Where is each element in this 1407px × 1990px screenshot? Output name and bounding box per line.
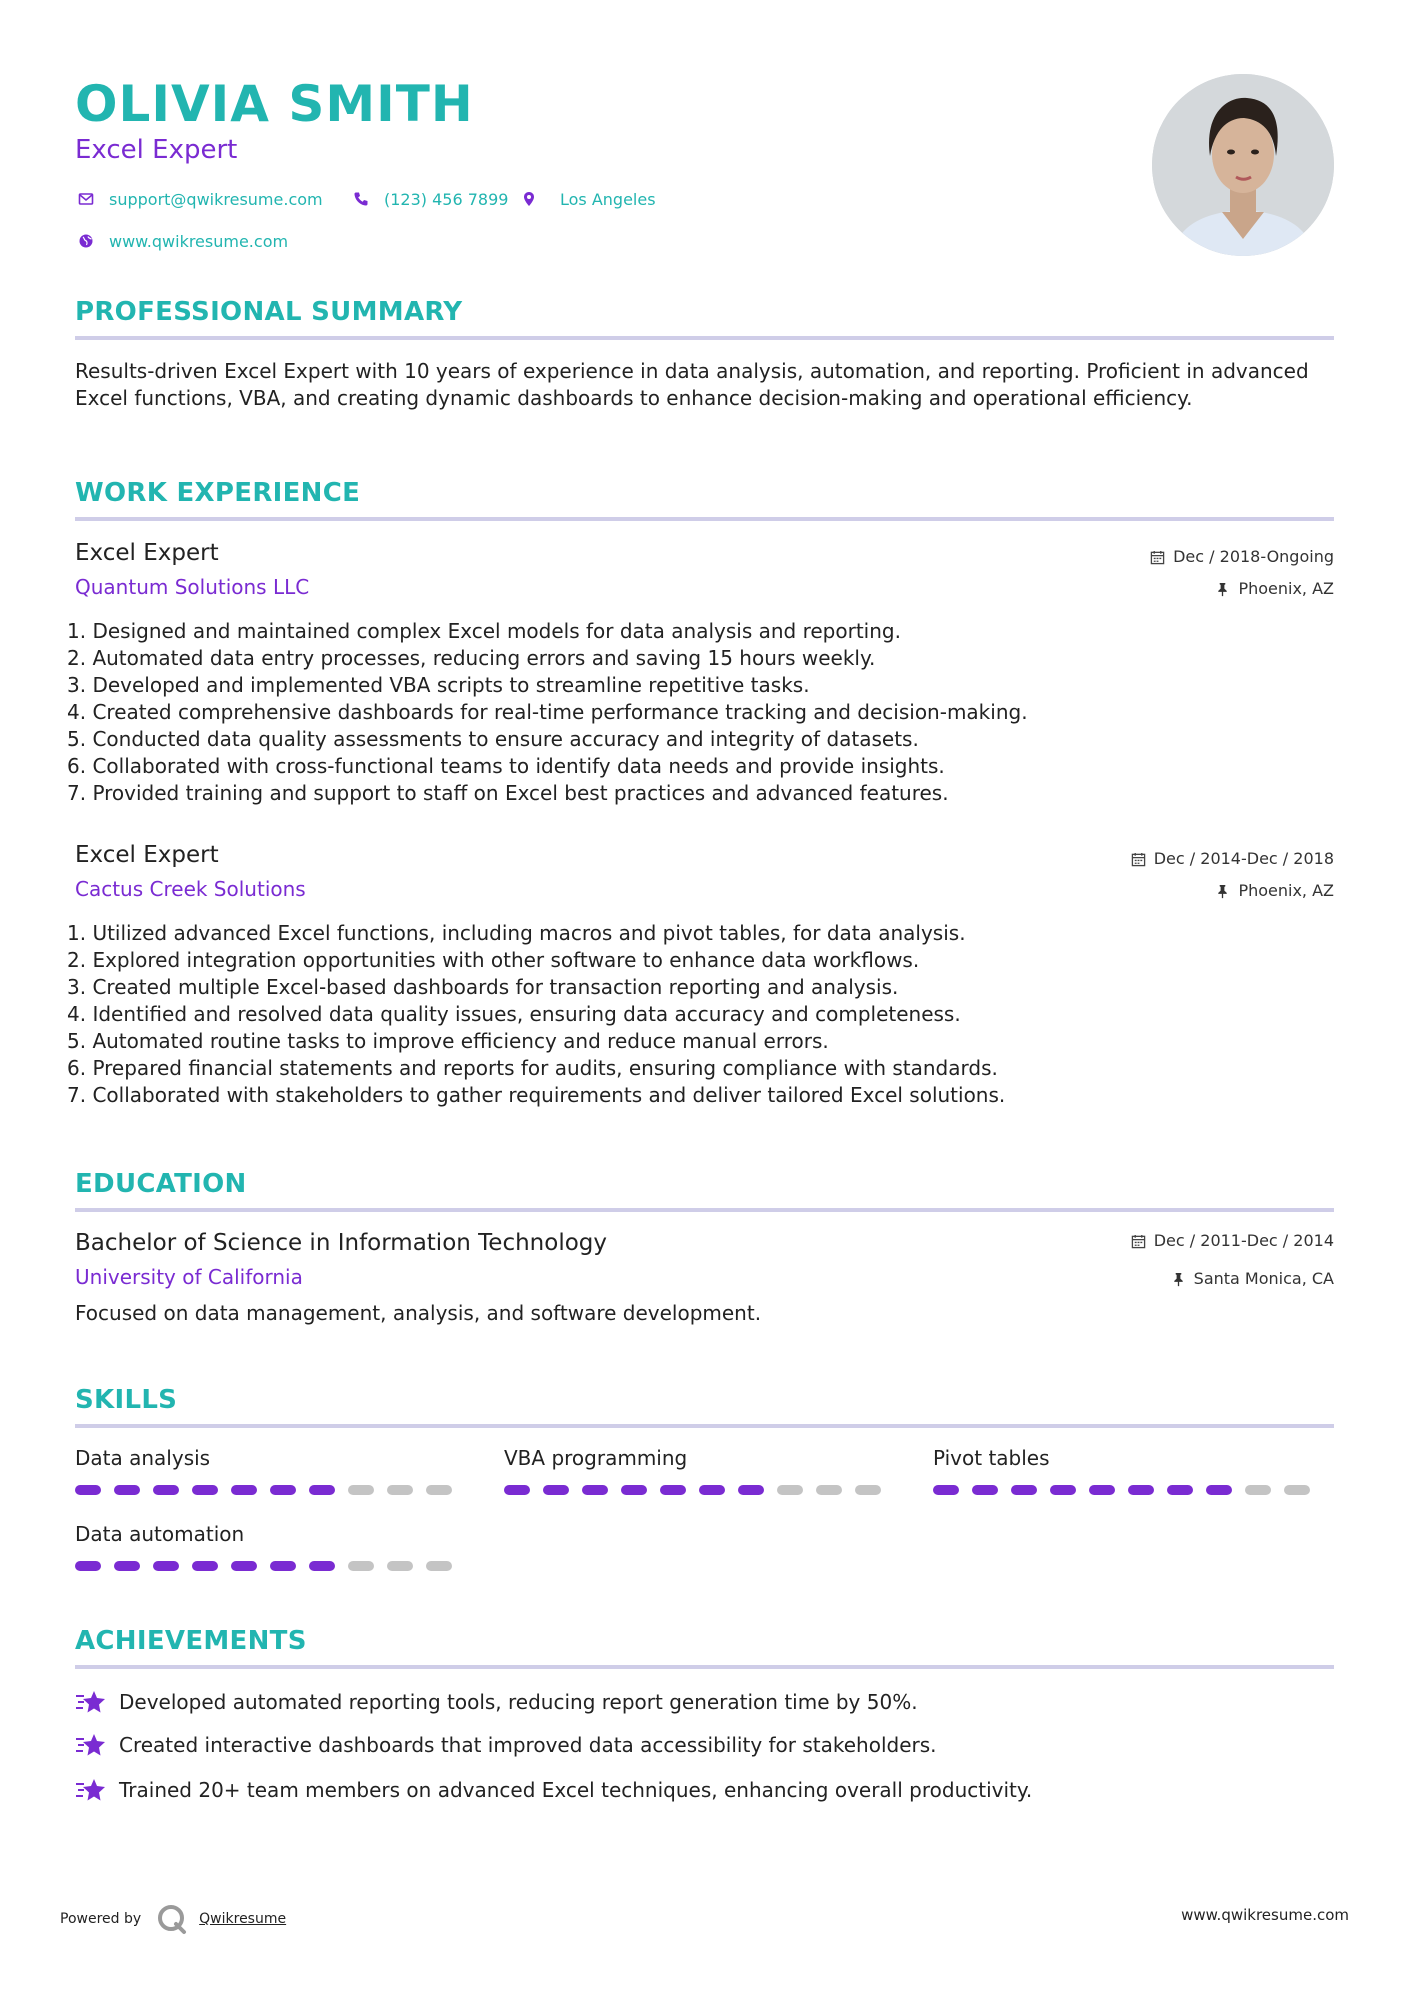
skill-item [933, 1445, 1313, 1472]
achievement-text: Developed automated reporting tools, reducing report generation time by 50%. [119, 1689, 918, 1714]
job-location [1215, 578, 1334, 600]
job-bullets [67, 618, 1028, 807]
skill-rating [75, 1561, 455, 1571]
skill-dot-filled [309, 1485, 335, 1495]
achievements-heading: ACHIEVEMENTS [75, 1626, 307, 1656]
job-location-text: Phoenix, AZ [1238, 881, 1334, 900]
shooting-star-icon [75, 1688, 107, 1716]
section-divider [75, 336, 1334, 340]
skill-dot-filled [270, 1561, 296, 1571]
job-location-text: Phoenix, AZ [1238, 579, 1334, 598]
skill-dot-filled [114, 1485, 140, 1495]
skill-dot-filled [1050, 1485, 1076, 1495]
contact-website[interactable] [75, 230, 288, 252]
education-description: Focused on data management, analysis, and software development. [75, 1301, 762, 1325]
job-date [1150, 546, 1334, 568]
skill-dot-filled [270, 1485, 296, 1495]
profile-photo [1152, 74, 1334, 256]
job-role: Excel Expert [75, 540, 219, 566]
contact-phone-text: (123) 456 7899 [384, 189, 509, 209]
summary-heading: PROFESSIONAL SUMMARY [75, 297, 463, 327]
skill-dot-filled [543, 1485, 569, 1495]
list-item: 1. Utilized advanced Excel functions, including macros and pivot tables, for data analysis. [67, 921, 966, 945]
list-item: 3. Developed and implemented VBA scripts to streamline repetitive tasks. [67, 673, 810, 697]
list-item: 2. Explored integration opportunities with other software to enhance data workflows. [67, 948, 920, 972]
calendar-icon [1131, 852, 1146, 867]
footer-powered-by [60, 1902, 286, 1936]
contact-email-text: support@qwikresume.com [109, 189, 323, 209]
pushpin-icon [1215, 582, 1230, 597]
skill-dot-filled [1128, 1485, 1154, 1495]
section-divider [75, 1665, 1334, 1669]
calendar-icon [1150, 550, 1165, 565]
skill-dot-empty [855, 1485, 881, 1495]
skill-dot-empty [816, 1485, 842, 1495]
skill-rating [504, 1485, 884, 1495]
contact-email[interactable] [75, 188, 323, 210]
job-bullets [67, 920, 1005, 1109]
job-date-text: Dec / 2014-Dec / 2018 [1153, 849, 1334, 868]
job-company: Cactus Creek Solutions [75, 877, 306, 901]
calendar-icon [1131, 1234, 1146, 1249]
education-date [1131, 1230, 1334, 1252]
phone-icon [350, 188, 372, 210]
education-entry [75, 1228, 1334, 1338]
qwikresume-logo-icon [155, 1902, 189, 1936]
job-entry-1 [67, 538, 1334, 818]
pushpin-icon [1171, 1272, 1186, 1287]
skill-dot-filled [699, 1485, 725, 1495]
skill-dot-filled [231, 1561, 257, 1571]
list-item: 5. Automated routine tasks to improve efficiency and reduce manual errors. [67, 1029, 829, 1053]
contact-location [518, 188, 656, 210]
skill-dot-filled [192, 1561, 218, 1571]
skill-item [504, 1445, 884, 1472]
job-entry-2 [67, 840, 1334, 1120]
globe-icon [75, 230, 97, 252]
skill-rating [933, 1485, 1313, 1495]
achievement-item [75, 1688, 918, 1716]
skill-name: Data analysis [75, 1446, 211, 1470]
skill-rating [75, 1485, 455, 1495]
list-item: 1. Designed and maintained complex Excel models for data analysis and reporting. [67, 619, 901, 643]
skill-dot-filled [192, 1485, 218, 1495]
job-location [1215, 880, 1334, 902]
section-divider [75, 1208, 1334, 1212]
skill-dot-filled [621, 1485, 647, 1495]
list-item: 6. Prepared financial statements and reports for audits, ensuring compliance with standards. [67, 1056, 998, 1080]
skill-dot-filled [1167, 1485, 1193, 1495]
achievement-item [75, 1731, 937, 1759]
pushpin-icon [1215, 884, 1230, 899]
skill-dot-filled [1206, 1485, 1232, 1495]
skill-dot-empty [348, 1485, 374, 1495]
skill-name: Pivot tables [933, 1446, 1050, 1470]
skill-dot-filled [231, 1485, 257, 1495]
skill-dot-filled [114, 1561, 140, 1571]
list-item: 7. Provided training and support to staff on Excel best practices and advanced features. [67, 781, 949, 805]
skill-dot-filled [933, 1485, 959, 1495]
list-item: 6. Collaborated with cross-functional teams to identify data needs and provide insights. [67, 754, 945, 778]
achievement-item [75, 1776, 1032, 1804]
skill-dot-filled [660, 1485, 686, 1495]
contact-phone[interactable] [350, 188, 508, 210]
skill-dot-filled [1011, 1485, 1037, 1495]
list-item: 5. Conducted data quality assessments to ensure accuracy and integrity of datasets. [67, 727, 919, 751]
skills-heading: SKILLS [75, 1385, 178, 1415]
list-item: 3. Created multiple Excel-based dashboards for transaction reporting and analysis. [67, 975, 899, 999]
summary-text: Results-driven Excel Expert with 10 years of experience in data analysis, automation, and reporting. Proficient in advanced Excel functions, VBA, and creating dynamic dashboards to enhance decision-making and operational efficiency. [75, 359, 1309, 410]
experience-heading: WORK EXPERIENCE [75, 478, 361, 508]
skill-dot-filled [1089, 1485, 1115, 1495]
skill-dot-empty [1284, 1485, 1310, 1495]
powered-by-label: Powered by [60, 1911, 142, 1927]
footer-website[interactable]: www.qwikresume.com [1181, 1906, 1349, 1924]
education-school: University of California [75, 1265, 303, 1289]
skill-name: Data automation [75, 1522, 245, 1546]
list-item: 4. Created comprehensive dashboards for real-time performance tracking and decision-making. [67, 700, 1028, 724]
shooting-star-icon [75, 1731, 107, 1759]
skill-dot-filled [738, 1485, 764, 1495]
section-divider [75, 517, 1334, 521]
education-date-text: Dec / 2011-Dec / 2014 [1153, 1231, 1334, 1250]
education-degree: Bachelor of Science in Information Technology [75, 1230, 607, 1256]
contact-location-text: Los Angeles [560, 189, 656, 209]
job-role: Excel Expert [75, 842, 219, 868]
skill-dot-filled [309, 1561, 335, 1571]
skill-dot-empty [1245, 1485, 1271, 1495]
skill-dot-filled [75, 1561, 101, 1571]
list-item: 7. Collaborated with stakeholders to gather requirements and deliver tailored Excel solutions. [67, 1083, 1006, 1107]
skill-item [75, 1445, 455, 1472]
shooting-star-icon [75, 1776, 107, 1804]
skill-name: VBA programming [504, 1446, 688, 1470]
skill-dot-filled [75, 1485, 101, 1495]
skill-dot-empty [426, 1561, 452, 1571]
skill-item [75, 1521, 455, 1548]
education-location-text: Santa Monica, CA [1193, 1269, 1334, 1288]
candidate-name: OLIVIA SMITH [75, 75, 474, 133]
education-location [1171, 1268, 1334, 1290]
job-date [1131, 848, 1334, 870]
achievement-text: Created interactive dashboards that improved data accessibility for stakeholders. [119, 1732, 937, 1757]
skill-dot-empty [348, 1561, 374, 1571]
contact-website-text: www.qwikresume.com [109, 231, 289, 251]
list-item: 2. Automated data entry processes, reducing errors and saving 15 hours weekly. [67, 646, 876, 670]
skill-dot-filled [153, 1485, 179, 1495]
achievement-text: Trained 20+ team members on advanced Excel techniques, enhancing overall productivity. [119, 1777, 1033, 1802]
skill-dot-empty [387, 1561, 413, 1571]
envelope-icon [75, 188, 97, 210]
candidate-title: Excel Expert [75, 135, 238, 165]
list-item: 4. Identified and resolved data quality issues, ensuring data accuracy and completeness. [67, 1002, 961, 1026]
qwikresume-link[interactable]: Qwikresume [199, 1911, 287, 1927]
skill-dot-empty [426, 1485, 452, 1495]
skill-dot-filled [582, 1485, 608, 1495]
section-divider [75, 1424, 1334, 1428]
skill-dot-filled [972, 1485, 998, 1495]
job-company: Quantum Solutions LLC [75, 575, 310, 599]
skill-dot-empty [387, 1485, 413, 1495]
skill-dot-filled [504, 1485, 530, 1495]
map-pin-icon [518, 188, 540, 210]
education-heading: EDUCATION [75, 1169, 247, 1199]
skill-dot-filled [153, 1561, 179, 1571]
skill-dot-empty [777, 1485, 803, 1495]
job-date-text: Dec / 2018-Ongoing [1173, 547, 1334, 566]
